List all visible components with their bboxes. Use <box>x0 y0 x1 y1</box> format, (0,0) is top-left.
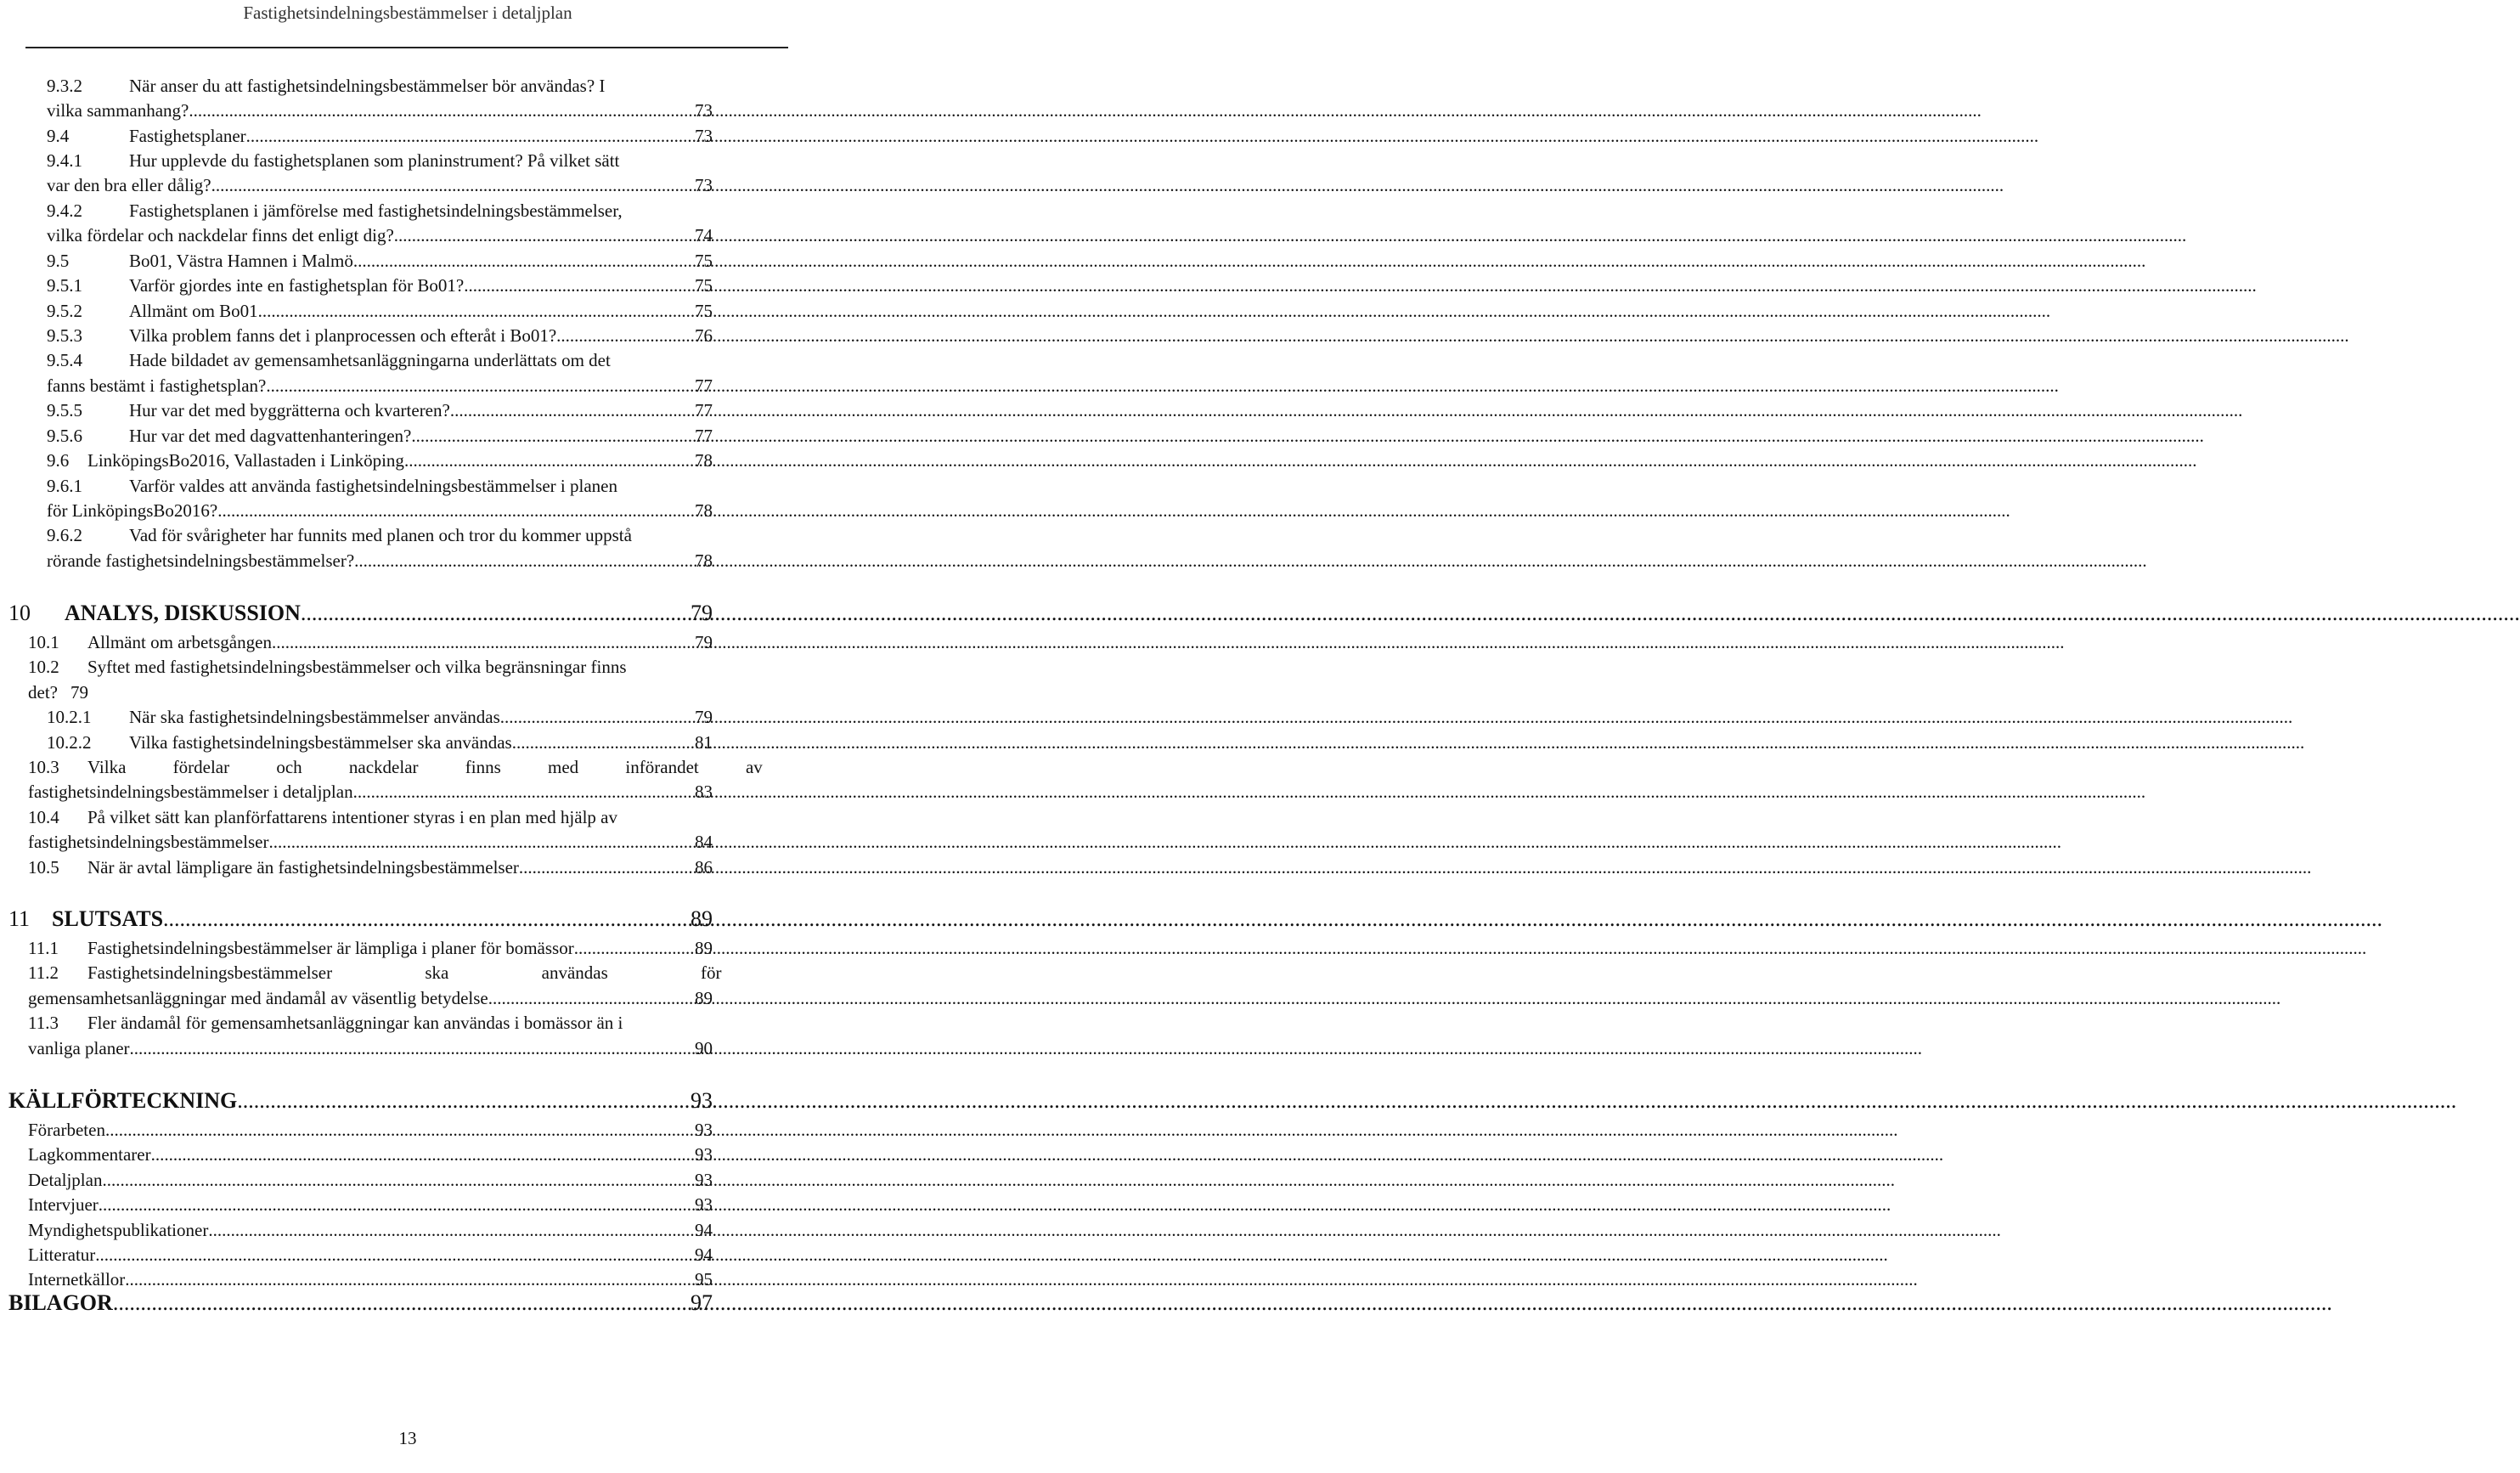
toc-title-cont: det? <box>28 682 58 703</box>
toc-entry-9-4-1-line1[interactable] <box>47 149 713 172</box>
toc-entry-10-1[interactable] <box>28 630 713 654</box>
toc-page: 93 <box>695 1144 713 1165</box>
toc-title-cont: fanns bestämt i fastighetsplan? <box>47 375 267 396</box>
toc-title: Varför gjordes inte en fastighetsplan för Bo01? <box>129 275 465 296</box>
toc-number: 11.1 <box>28 938 59 958</box>
toc-title: Vilka fördelar och nackdelar finns med införandet av <box>87 757 763 777</box>
toc-page: 79 <box>70 682 88 703</box>
toc-title: Hur var det med byggrätterna och kvarteren? <box>129 400 450 420</box>
toc-page: 93 <box>695 1120 713 1140</box>
toc-entry-9-5-6[interactable] <box>47 424 713 448</box>
toc-title: Internetkällor <box>28 1269 126 1290</box>
toc-title: När anser du att fastighetsindelningsbestämmelser bör användas? I <box>129 76 606 96</box>
toc-title-cont: gemensamhetsanläggningar med ändamål av väsentlig betydelse <box>28 988 488 1008</box>
toc-entry-10-3-line1[interactable] <box>28 755 763 779</box>
toc-entry-9-4[interactable] <box>47 124 713 148</box>
toc-page: 78 <box>695 550 713 571</box>
toc-entry-myndighetspublikationer[interactable] <box>28 1218 713 1242</box>
toc-title: Bo01, Västra Hamnen i Malmö <box>129 251 353 271</box>
toc-entry-10-2-line1[interactable] <box>28 655 713 679</box>
toc-page: 77 <box>695 375 713 396</box>
toc-title-cont: vilka sammanhang? <box>47 100 189 121</box>
toc-page: 73 <box>695 100 713 121</box>
toc-page: 79 <box>691 601 713 625</box>
toc-page: 74 <box>695 225 713 246</box>
toc-entry-9-5-3[interactable] <box>47 324 713 347</box>
toc-number: 10.5 <box>28 857 59 878</box>
toc-title: Fastighetsindelningsbestämmelser ska användas för <box>87 962 722 983</box>
toc-number: 9.6.1 <box>47 476 82 496</box>
toc-page: 78 <box>695 500 713 521</box>
toc-title: Vad för svårigheter har funnits med planen och tror du kommer uppstå <box>129 525 632 545</box>
toc-entry-10-2-2[interactable] <box>47 731 713 754</box>
toc-title: Hur upplevde du fastighetsplanen som planinstrument? På vilket sätt <box>129 150 620 171</box>
toc-page: 93 <box>695 1170 713 1190</box>
toc-number: 9.6.2 <box>47 525 82 545</box>
toc-page: 76 <box>695 325 713 346</box>
toc-number: 9.4.1 <box>47 150 82 171</box>
toc-page: 79 <box>695 632 713 652</box>
toc-page: 75 <box>695 275 713 296</box>
toc-entry-10-5[interactable] <box>28 855 713 879</box>
toc-number: 9.4.2 <box>47 200 82 221</box>
toc-title: Lagkommentarer <box>28 1144 151 1165</box>
toc-number: 10.2.1 <box>47 707 92 727</box>
table-of-contents <box>0 0 815 1473</box>
toc-entry-10-4-line1[interactable] <box>28 805 713 829</box>
toc-page: 73 <box>695 175 713 195</box>
toc-title: Detaljplan <box>28 1170 103 1190</box>
toc-entry-intervjuer[interactable] <box>28 1193 713 1216</box>
toc-title: Myndighetspublikationer <box>28 1220 209 1240</box>
toc-page: 89 <box>691 906 713 931</box>
toc-title: LinköpingsBo2016, Vallastaden i Linköping <box>87 450 404 471</box>
toc-page: 83 <box>695 782 713 802</box>
toc-number: 10.4 <box>28 807 59 827</box>
toc-entry-detaljplan[interactable] <box>28 1168 713 1192</box>
toc-entry-9-5-5[interactable] <box>47 398 713 422</box>
toc-entry-internetkallor[interactable] <box>28 1267 713 1291</box>
toc-page: 93 <box>691 1088 713 1113</box>
toc-title-cont: fastighetsindelningsbestämmelser <box>28 832 269 852</box>
toc-entry-9-4-2-line1[interactable] <box>47 199 713 223</box>
toc-entry-9-3-2-line2[interactable] <box>47 99 713 122</box>
toc-entry-11-2-line1[interactable] <box>28 961 722 985</box>
toc-page: 77 <box>695 426 713 446</box>
toc-page: 77 <box>695 400 713 420</box>
toc-number: 10.2.2 <box>47 732 92 753</box>
toc-title: Vilka fastighetsindelningsbestämmelser ska användas <box>129 732 512 753</box>
toc-number: 11.3 <box>28 1013 59 1033</box>
toc-title: Fastighetsplanen i jämförelse med fastighetsindelningsbestämmelser, <box>129 200 623 221</box>
toc-entry-forarbeten[interactable] <box>28 1118 713 1142</box>
toc-title-cont: fastighetsindelningsbestämmelser i detaljplan <box>28 782 353 802</box>
toc-page: 90 <box>695 1038 713 1058</box>
page-number: 13 <box>398 1428 417 1448</box>
toc-number: 9.5.4 <box>47 350 82 370</box>
toc-number: 10 <box>8 601 31 625</box>
toc-number: 9.5.1 <box>47 275 82 296</box>
toc-title: Fastighetsindelningsbestämmelser är lämpliga i planer för bomässor <box>87 938 574 958</box>
toc-title: När ska fastighetsindelningsbestämmelser användas <box>129 707 500 727</box>
toc-title-cont: rörande fastighetsindelningsbestämmelser? <box>47 550 355 571</box>
toc-title: SLUTSATS <box>52 906 164 931</box>
toc-page: 75 <box>695 251 713 271</box>
toc-page: 84 <box>695 832 713 852</box>
toc-entry-11-3-line2[interactable] <box>28 1036 713 1060</box>
toc-number: 9.3.2 <box>47 76 82 96</box>
toc-title: Hur var det med dagvattenhanteringen? <box>129 426 412 446</box>
toc-entry-9-6[interactable] <box>47 449 713 472</box>
toc-entry-chapter-10[interactable] <box>8 599 713 628</box>
toc-entry-10-2-line2[interactable] <box>28 680 713 704</box>
toc-entry-9-5-2[interactable] <box>47 299 713 323</box>
toc-number: 9.5.2 <box>47 301 82 321</box>
toc-title: ANALYS, DISKUSSION <box>65 601 301 625</box>
toc-title: Syftet med fastighetsindelningsbestämmelser och vilka begränsningar finns <box>87 657 627 677</box>
toc-entry-9-6-2-line1[interactable] <box>47 523 713 547</box>
toc-title: Varför valdes att använda fastighetsindelningsbestämmelser i planen <box>129 476 617 496</box>
toc-title-cont: för LinköpingsBo2016? <box>47 500 218 521</box>
toc-entry-9-4-1-line2[interactable] <box>47 173 713 197</box>
toc-entry-bilagor[interactable] <box>8 1289 713 1318</box>
toc-page: 94 <box>695 1244 713 1265</box>
toc-entry-11-1[interactable] <box>28 936 713 960</box>
toc-entry-10-3-line2[interactable] <box>28 780 713 804</box>
toc-entry-9-3-2-line1[interactable] <box>47 74 713 98</box>
toc-entry-11-2-line2[interactable] <box>28 986 713 1010</box>
toc-number: 9.5.5 <box>47 400 82 420</box>
toc-title: Allmänt om arbetsgången <box>87 632 272 652</box>
toc-entry-litteratur[interactable] <box>28 1243 713 1267</box>
running-header: Fastighetsindelningsbestämmelser i detaljplan <box>243 3 572 23</box>
toc-page: 89 <box>695 938 713 958</box>
toc-number: 9.5 <box>47 251 70 271</box>
toc-title: Vilka problem fanns det i planprocessen och efteråt i Bo01? <box>129 325 557 346</box>
toc-title: På vilket sätt kan planförfattarens intentioner styras i en plan med hjälp av <box>87 807 617 827</box>
toc-title: BILAGOR <box>8 1290 113 1315</box>
toc-number: 9.6 <box>47 450 70 471</box>
toc-title: När är avtal lämpligare än fastighetsindelningsbestämmelser <box>87 857 519 878</box>
toc-title: Förarbeten <box>28 1120 105 1140</box>
toc-entry-9-4-2-line2[interactable] <box>47 223 713 247</box>
toc-number: 11 <box>8 906 31 931</box>
toc-number: 9.5.6 <box>47 426 82 446</box>
toc-entry-9-5[interactable] <box>47 249 713 273</box>
toc-title-cont: vilka fördelar och nackdelar finns det enligt dig? <box>47 225 394 246</box>
toc-entry-9-5-4-line2[interactable] <box>47 374 713 398</box>
toc-title-cont: vanliga planer <box>28 1038 130 1058</box>
toc-title: Fler ändamål för gemensamhetsanläggningar kan användas i bomässor än i <box>87 1013 623 1033</box>
toc-entry-10-4-line2[interactable] <box>28 830 713 854</box>
toc-title: Litteratur <box>28 1244 96 1265</box>
toc-number: 10.2 <box>28 657 59 677</box>
toc-title: Allmänt om Bo01 <box>129 301 258 321</box>
toc-entry-kallforteckning[interactable] <box>8 1086 713 1115</box>
toc-page: 79 <box>695 707 713 727</box>
toc-page: 78 <box>695 450 713 471</box>
toc-entry-9-6-1-line1[interactable] <box>47 474 713 498</box>
toc-number: 10.1 <box>28 632 59 652</box>
toc-entry-11-3-line1[interactable] <box>28 1011 713 1035</box>
toc-page: 73 <box>695 126 713 146</box>
toc-page: 89 <box>695 988 713 1008</box>
toc-entry-lagkommentarer[interactable] <box>28 1143 713 1166</box>
toc-title: KÄLLFÖRTECKNING <box>8 1088 238 1113</box>
toc-title-cont: var den bra eller dålig? <box>47 175 211 195</box>
toc-entry-9-6-1-line2[interactable] <box>47 499 713 522</box>
toc-page: 93 <box>695 1194 713 1215</box>
toc-number: 9.4 <box>47 126 70 146</box>
toc-entry-9-6-2-line2[interactable] <box>47 549 713 573</box>
toc-number: 10.3 <box>28 757 59 777</box>
document-page <box>0 0 815 1473</box>
toc-number: 9.5.3 <box>47 325 82 346</box>
toc-entry-9-5-4-line1[interactable] <box>47 348 713 372</box>
toc-page: 94 <box>695 1220 713 1240</box>
toc-page: 81 <box>695 732 713 753</box>
toc-title: Fastighetsplaner <box>129 126 246 146</box>
toc-page: 86 <box>695 857 713 878</box>
toc-page: 75 <box>695 301 713 321</box>
toc-title: Intervjuer <box>28 1194 99 1215</box>
toc-entry-chapter-11[interactable] <box>8 905 713 934</box>
toc-page: 95 <box>695 1269 713 1290</box>
toc-page: 97 <box>691 1290 713 1315</box>
toc-title: Hade bildadet av gemensamhetsanläggningarna underlättats om det <box>129 350 611 370</box>
toc-number: 11.2 <box>28 962 59 983</box>
toc-entry-10-2-1[interactable] <box>47 705 713 729</box>
toc-entry-9-5-1[interactable] <box>47 274 713 297</box>
